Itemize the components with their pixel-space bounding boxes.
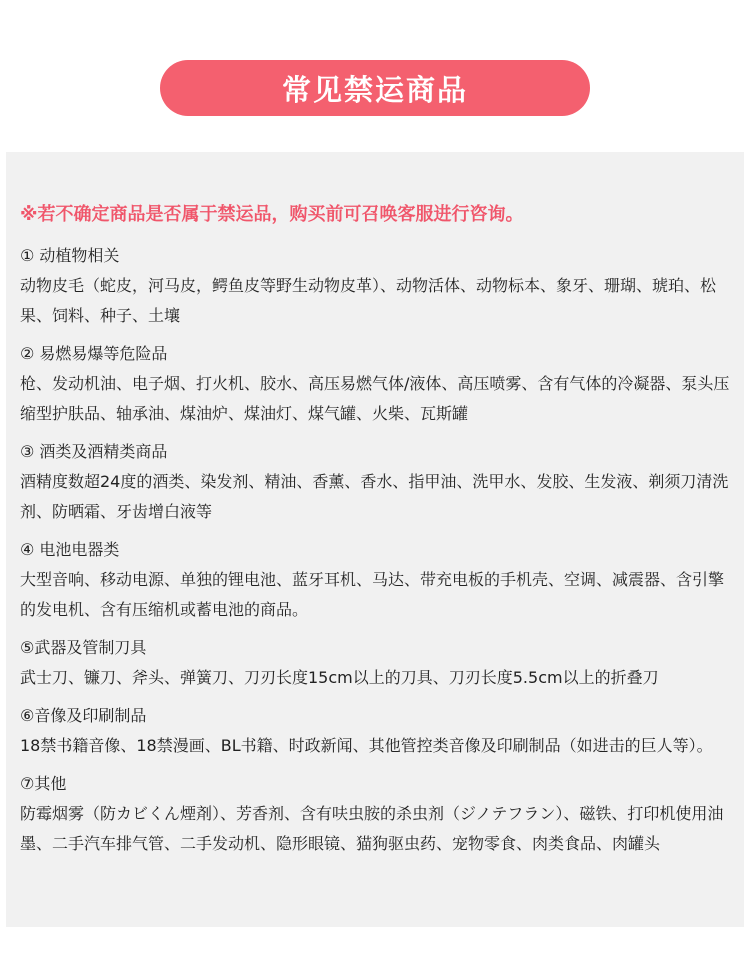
prohibited-items-panel xyxy=(6,152,744,927)
section-animals-plants xyxy=(20,241,734,331)
section-list xyxy=(20,241,734,867)
page-title: 常见禁运商品 xyxy=(281,72,468,107)
notice-text: ※若不确定商品是否属于禁运品，购买前可召唤客服进行咨询。 xyxy=(20,204,524,225)
section-other xyxy=(20,769,734,859)
section-heading: ③ 酒类及酒精类商品 xyxy=(20,442,168,461)
section-flammable xyxy=(20,339,734,429)
section-body: 防霉烟雾（防カビくん煙剤）、芳香剂、含有呋虫胺的杀虫剂（ジノテフラン）、磁铁、打印机使用油墨、二手汽车排气管、二手发动机、隐形眼镜、猫狗驱虫药、宠物零食、肉类食品、肉罐头 xyxy=(20,804,724,853)
title-banner xyxy=(160,60,590,116)
section-media xyxy=(20,701,734,761)
section-alcohol xyxy=(20,437,734,527)
section-body: 动物皮毛（蛇皮，河马皮，鳄鱼皮等野生动物皮革）、动物活体、动物标本、象牙、珊瑚、琥珀、松果、饲料、种子、土壤 xyxy=(20,276,717,325)
section-body: 大型音响、移动电源、单独的锂电池、蓝牙耳机、马达、带充电板的手机壳、空调、减震器、含引擎的发电机、含有压缩机或蓄电池的商品。 xyxy=(20,570,725,619)
section-heading: ⑦其他 xyxy=(20,774,67,793)
section-body: 18禁书籍音像、18禁漫画、BL书籍、时政新闻、其他管控类音像及印刷制品（如进击的巨人等）。 xyxy=(20,736,713,755)
section-heading: ④ 电池电器类 xyxy=(20,540,120,559)
section-body: 武士刀、镰刀、斧头、弹簧刀、刀刃长度15cm以上的刀具、刀刃长度5.5cm以上的折叠刀 xyxy=(20,668,659,687)
section-weapons xyxy=(20,633,734,693)
section-heading: ⑤武器及管制刀具 xyxy=(20,638,147,657)
section-batteries xyxy=(20,535,734,625)
section-heading: ① 动植物相关 xyxy=(20,246,120,265)
section-body: 枪、发动机油、电子烟、打火机、胶水、高压易燃气体/液体、高压喷雾、含有气体的冷凝器、泵头压缩型护肤品、轴承油、煤油炉、煤油灯、煤气罐、火柴、瓦斯罐 xyxy=(20,374,730,423)
section-body: 酒精度数超24度的酒类、染发剂、精油、香薰、香水、指甲油、洗甲水、发胶、生发液、剃须刀清洗剂、防晒霜、牙齿增白液等 xyxy=(20,472,729,521)
section-heading: ② 易燃易爆等危险品 xyxy=(20,344,168,363)
section-heading: ⑥音像及印刷制品 xyxy=(20,706,147,725)
